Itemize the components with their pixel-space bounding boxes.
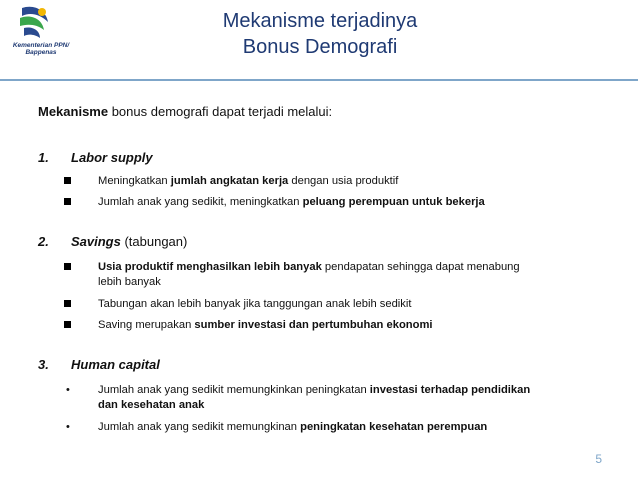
section-title-rest: (tabungan) [120, 234, 188, 249]
square-bullet-icon [64, 263, 71, 270]
title-divider [0, 79, 638, 81]
section-3-heading [38, 357, 160, 372]
slide-title [150, 8, 490, 60]
section-title: Labor supply [71, 150, 153, 165]
section-number: 1. [38, 150, 49, 165]
intro-rest: bonus demografi dapat terjadi melalui: [108, 104, 333, 119]
round-bullet-icon: • [66, 421, 70, 433]
section-title: Human capital [71, 357, 160, 372]
bappenas-logo [0, 2, 80, 64]
item-text: Jumlah anak yang sedikit memungkinkan peningkatan investasi terhadap pendidikan dan kesehatan anak [98, 384, 531, 411]
page-number: 5 [595, 452, 602, 466]
section-number: 2. [38, 234, 49, 249]
item-text: Jumlah anak yang sedikit, meningkatkan peluang perempuan untuk bekerja [98, 196, 485, 208]
round-bullet-icon: • [66, 384, 70, 396]
section-2-heading [38, 234, 187, 249]
square-bullet-icon [64, 177, 71, 184]
title-line-2: Bonus Demografi [242, 36, 398, 58]
square-bullet-icon [64, 198, 71, 205]
item-text: Usia produktif menghasilkan lebih banyak pendapatan sehingga dapat menabung lebih banyak [98, 261, 520, 288]
section-1-heading [38, 150, 153, 165]
logo-text [2, 42, 80, 56]
item-text: Saving merupakan sumber investasi dan pertumbuhan ekonomi [98, 319, 433, 331]
square-bullet-icon [64, 300, 71, 307]
title-line-1: Mekanisme terjadinya [222, 10, 418, 32]
item-text: Jumlah anak yang sedikit memungkinan peningkatan kesehatan perempuan [98, 421, 488, 433]
intro-text [38, 104, 332, 119]
square-bullet-icon [64, 321, 71, 328]
bappenas-emblem-icon [0, 2, 80, 44]
logo-line-2: Bappenas [25, 49, 57, 56]
logo-line-1: Kementerian PPN/ [12, 42, 70, 49]
item-text: Meningkatkan jumlah angkatan kerja dengan usia produktif [98, 175, 399, 187]
intro-bold: Mekanisme [38, 104, 109, 119]
item-text: Tabungan akan lebih banyak jika tanggungan anak lebih sedikit [98, 298, 412, 310]
section-title: Savings [71, 234, 121, 249]
section-number: 3. [38, 357, 49, 372]
